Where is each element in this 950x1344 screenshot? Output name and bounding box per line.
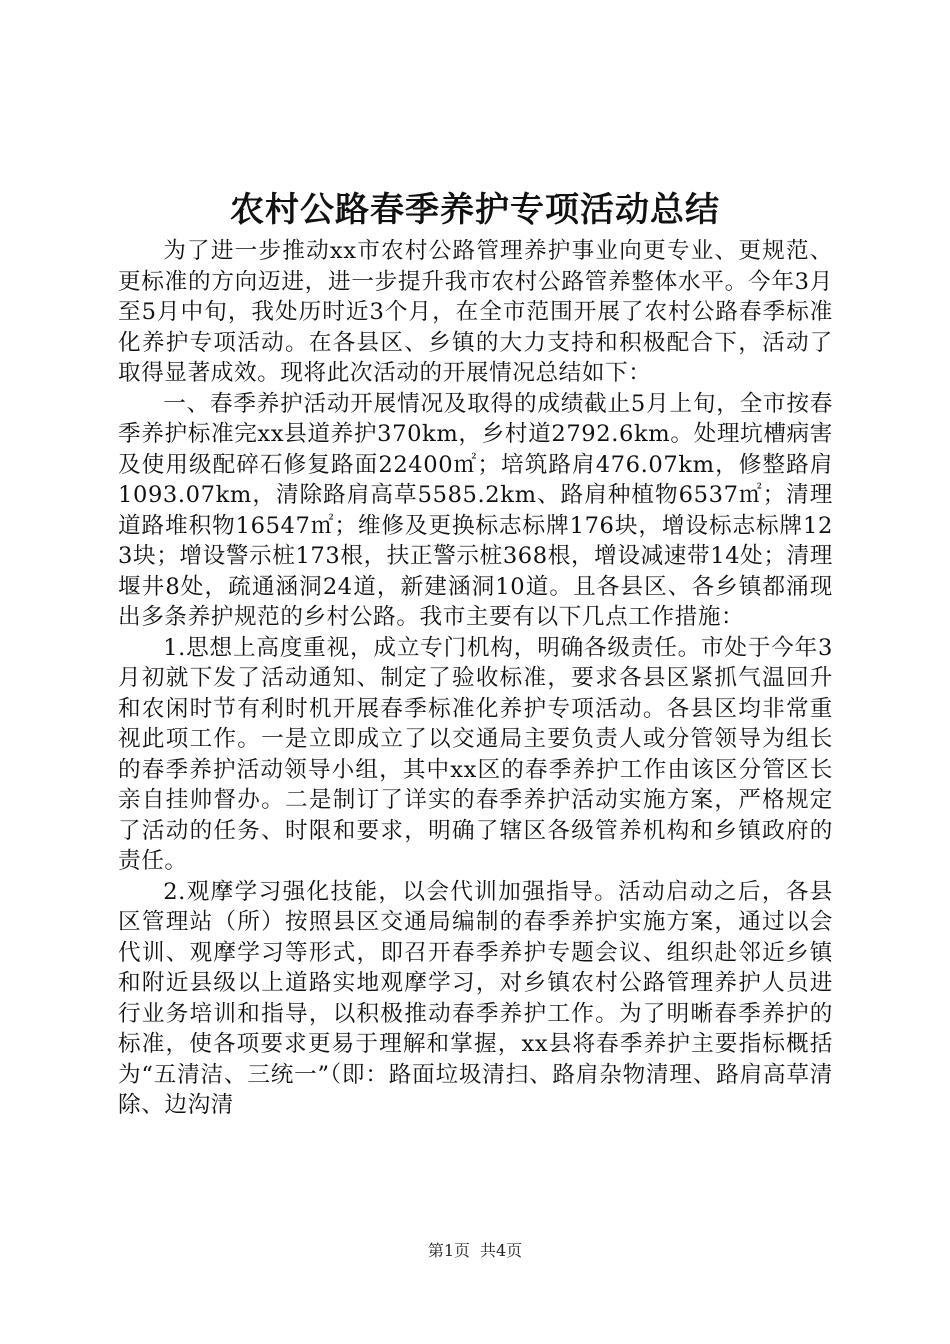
paragraph-intro: 为了进一步推动xx市农村公路管理养护事业向更专业、更规范、更标准的方向迈进，进一步提升我市农村公路管养整体水平。今年3月至5月中旬，我处历时近3个月，在全市范围开展了农村公路春季标准化养护专项活动。在各县区、乡镇的大力支持和积极配合下，活动了取得显著成效。现将此次活动的开展情况总结如下：: [118, 238, 833, 386]
document-body: [118, 236, 833, 1121]
paragraph-measure-two: 2.观摩学习强化技能，以会代训加强指导。活动启动之后，各县区管理站（所）按照县区交通局编制的春季养护实施方案，通过以会代训、观摩学习等形式，即召开春季养护专题会议、组织赴邻近乡镇和附近县级以上道路实地观摩学习，对乡镇农村公路管理养护人员进行业务培训和指导，以积极推动春季养护工作。为了明晰春季养护的标准，使各项要求更易于理解和掌握，xx县将春季养护主要指标概括为“五清洁、三统一”（即：路面垃圾清扫、路肩杂物清理、路肩高草清除、边沟清: [118, 878, 833, 1118]
page-number: 第1页: [427, 1241, 470, 1260]
paragraph-section-one: 一、春季养护活动开展情况及取得的成绩截止5月上旬，全市按春季养护标准完xx县道养护370km，乡村道2792.6km。处理坑槽病害及使用级配碎石修复路面22400㎡；培筑路肩476.07km，修整路肩1093.07km，清除路肩高草5585.2km、路肩种植物6537㎡；清理道路堆积物16547㎡；维修及更换标志标牌176块，增设标志标牌123块；增设警示桩173根，扶正警示桩368根，增设减速带14处；清理堰井8处，疏通涵洞24道，新建涵洞10道。且各县区、各乡镇都涌现出多条养护规范的乡村公路。我市主要有以下几点工作措施：: [118, 390, 833, 630]
document-title: 农村公路春季养护专项活动总结: [230, 190, 720, 230]
page-footer: [0, 1240, 950, 1262]
paragraph-measure-one: 1.思想上高度重视，成立专门机构，明确各级责任。市处于今年3月初就下发了活动通知、制定了验收标准，要求各县区紧抓气温回升和农闲时节有利时机开展春季标准化养护专项活动。各县区均非常重视此项工作。一是立即成立了以交通局主要负责人或分管领导为组长的春季养护活动领导小组，其中xx区的春季养护工作由该区分管区长亲自挂帅督办。二是制订了详实的春季养护活动实施方案，严格规定了活动的任务、时限和要求，明确了辖区各级管养机构和乡镇政府的责任。: [118, 634, 833, 874]
page-total: 共4页: [480, 1241, 523, 1260]
